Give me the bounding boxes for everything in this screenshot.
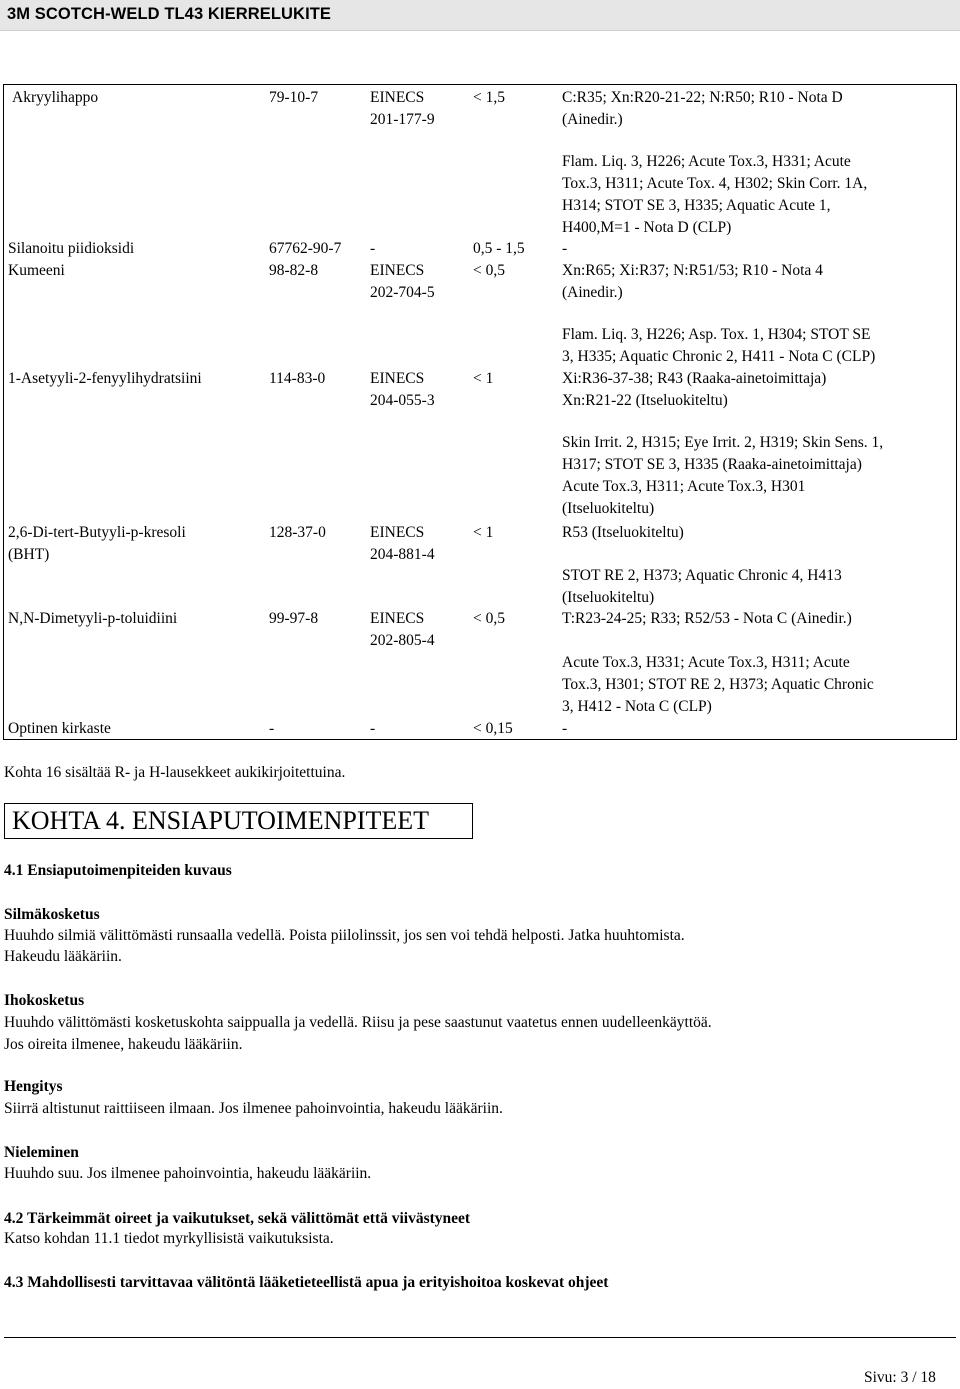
table-cell-classification: 3, H335; Aquatic Chronic 2, H411 - Nota C (CLP) <box>562 348 876 365</box>
table-cell-name: 2,6-Di-tert-Butyyli-p-kresoli <box>8 524 186 541</box>
table-cell-classification: Flam. Liq. 3, H226; Asp. Tox. 1, H304; STOT SE <box>562 326 871 343</box>
table-cell-classification: (Ainedir.) <box>562 111 623 128</box>
table-cell-cas: 67762-90-7 <box>269 240 342 257</box>
table-cell-percent: < 1 <box>473 370 494 387</box>
table-cell-classification: - <box>562 240 568 257</box>
table-cell-ec: - <box>370 240 376 257</box>
table-cell-cas: 79-10-7 <box>269 89 319 106</box>
table-cell-ec: EINECS <box>370 524 425 541</box>
ingestion-heading: Nieleminen <box>4 1144 79 1161</box>
table-cell-classification: (Itseluokiteltu) <box>562 500 655 517</box>
table-cell-percent: < 0,5 <box>473 262 505 279</box>
table-cell-ec: - <box>370 720 376 737</box>
table-cell-classification: H314; STOT SE 3, H335; Aquatic Acute 1, <box>562 197 831 214</box>
table-cell-name: Silanoitu piidioksidi <box>8 240 135 257</box>
table-cell-classification: Tox.3, H301; STOT RE 2, H373; Aquatic Chronic <box>562 676 874 693</box>
table-cell-percent: < 0,15 <box>473 720 513 737</box>
table-cell-name: Optinen kirkaste <box>8 720 111 737</box>
table-cell-classification: R53 (Itseluokiteltu) <box>562 524 684 541</box>
table-cell-classification: STOT RE 2, H373; Aquatic Chronic 4, H413 <box>562 567 842 584</box>
document-header <box>0 0 960 31</box>
table-cell-ec: 204-055-3 <box>370 392 435 409</box>
table-cell-percent: < 1 <box>473 524 494 541</box>
table-cell-ec: EINECS <box>370 370 425 387</box>
skin-contact-text: Huuhdo välittömästi kosketuskohta saippualla ja vedellä. Riisu ja pese saastunut vaatetus ennen uudelleenkäyttöä. <box>4 1014 712 1031</box>
table-cell-classification: T:R23-24-25; R33; R52/53 - Nota C (Ainedir.) <box>562 610 852 627</box>
table-cell-name: Kumeeni <box>8 262 65 279</box>
skin-contact-heading: Ihokosketus <box>4 992 85 1009</box>
subsection-heading: 4.2 Tärkeimmät oireet ja vaikutukset, sekä välittömät että viivästyneet <box>4 1210 471 1227</box>
table-cell-percent: < 1,5 <box>473 89 505 106</box>
eye-contact-heading: Silmäkosketus <box>4 906 100 923</box>
table-cell-name: N,N-Dimetyyli-p-toluidiini <box>8 610 178 627</box>
table-cell-name: 1-Asetyyli-2-fenyylihydratsiini <box>8 370 202 387</box>
table-cell-ec: 204-881-4 <box>370 546 435 563</box>
table-cell-name: Akryylihappo <box>12 89 99 106</box>
table-cell-cas: 99-97-8 <box>269 610 319 627</box>
inhalation-heading: Hengitys <box>4 1078 63 1095</box>
table-cell-classification: (Itseluokiteltu) <box>562 589 655 606</box>
table-cell-classification: C:R35; Xn:R20-21-22; N:R50; R10 - Nota D <box>562 89 843 106</box>
table-cell-ec: EINECS <box>370 89 425 106</box>
table-cell-ec: EINECS <box>370 262 425 279</box>
table-cell-classification: H317; STOT SE 3, H335 (Raaka-ainetoimittaja) <box>562 456 862 473</box>
table-cell-classification: (Ainedir.) <box>562 284 623 301</box>
table-cell-cas: 128-37-0 <box>269 524 326 541</box>
section-16-note: Kohta 16 sisältää R- ja H-lausekkeet aukikirjoitettuina. <box>4 764 346 781</box>
table-cell-classification: Xn:R65; Xi:R37; N:R51/53; R10 - Nota 4 <box>562 262 823 279</box>
table-cell-percent: < 0,5 <box>473 610 505 627</box>
ingestion-text: Huuhdo suu. Jos ilmenee pahoinvointia, hakeudu lääkäriin. <box>4 1165 372 1182</box>
skin-contact-text: Jos oireita ilmenee, hakeudu lääkäriin. <box>4 1036 243 1053</box>
table-cell-cas: 98-82-8 <box>269 262 319 279</box>
eye-contact-text: Hakeudu lääkäriin. <box>4 948 122 965</box>
table-cell-classification: Xn:R21-22 (Itseluokiteltu) <box>562 392 728 409</box>
table-cell-classification: Flam. Liq. 3, H226; Acute Tox.3, H331; Acute <box>562 153 851 170</box>
table-cell-name: (BHT) <box>8 546 50 563</box>
subsection-text: Katso kohdan 11.1 tiedot myrkyllisistä vaikutuksista. <box>4 1230 334 1247</box>
table-cell-classification: Tox.3, H311; Acute Tox. 4, H302; Skin Corr. 1A, <box>562 175 868 192</box>
table-cell-classification: Acute Tox.3, H331; Acute Tox.3, H311; Acute <box>562 654 850 671</box>
table-cell-classification: H400,M=1 - Nota D (CLP) <box>562 219 732 236</box>
document-title: 3M SCOTCH-WELD TL43 KIERRELUKITE <box>7 5 332 23</box>
footer-divider <box>4 1337 956 1338</box>
table-cell-classification: - <box>562 720 568 737</box>
table-cell-percent: 0,5 - 1,5 <box>473 240 525 257</box>
table-cell-classification: 3, H412 - Nota C (CLP) <box>562 698 712 715</box>
table-cell-classification: Xi:R36-37-38; R43 (Raaka-ainetoimittaja) <box>562 370 827 387</box>
section-title: KOHTA 4. ENSIAPUTOIMENPITEET <box>12 806 430 835</box>
table-cell-ec: 201-177-9 <box>370 111 435 128</box>
table-cell-classification: Acute Tox.3, H311; Acute Tox.3, H301 <box>562 478 806 495</box>
ingredients-table <box>3 84 957 740</box>
page-number: Sivu: 3 / 18 <box>864 1369 936 1386</box>
eye-contact-text: Huuhdo silmiä välittömästi runsaalla vedellä. Poista piilolinssit, jos sen voi tehdä helposti. Jatka huuhtomista. <box>4 927 685 944</box>
table-cell-cas: - <box>269 720 275 737</box>
table-cell-cas: 114-83-0 <box>269 370 326 387</box>
table-cell-classification: Skin Irrit. 2, H315; Eye Irrit. 2, H319; Skin Sens. 1, <box>562 434 884 451</box>
subsection-heading: 4.1 Ensiaputoimenpiteiden kuvaus <box>4 862 232 879</box>
table-cell-ec: 202-704-5 <box>370 284 435 301</box>
inhalation-text: Siirrä altistunut raittiiseen ilmaan. Jos ilmenee pahoinvointia, hakeudu lääkäriin. <box>4 1100 503 1117</box>
table-cell-ec: EINECS <box>370 610 425 627</box>
subsection-heading: 4.3 Mahdollisesti tarvittavaa välitöntä lääketieteellistä apua ja erityishoitoa koskevat ohjeet <box>4 1274 609 1291</box>
table-cell-ec: 202-805-4 <box>370 632 435 649</box>
